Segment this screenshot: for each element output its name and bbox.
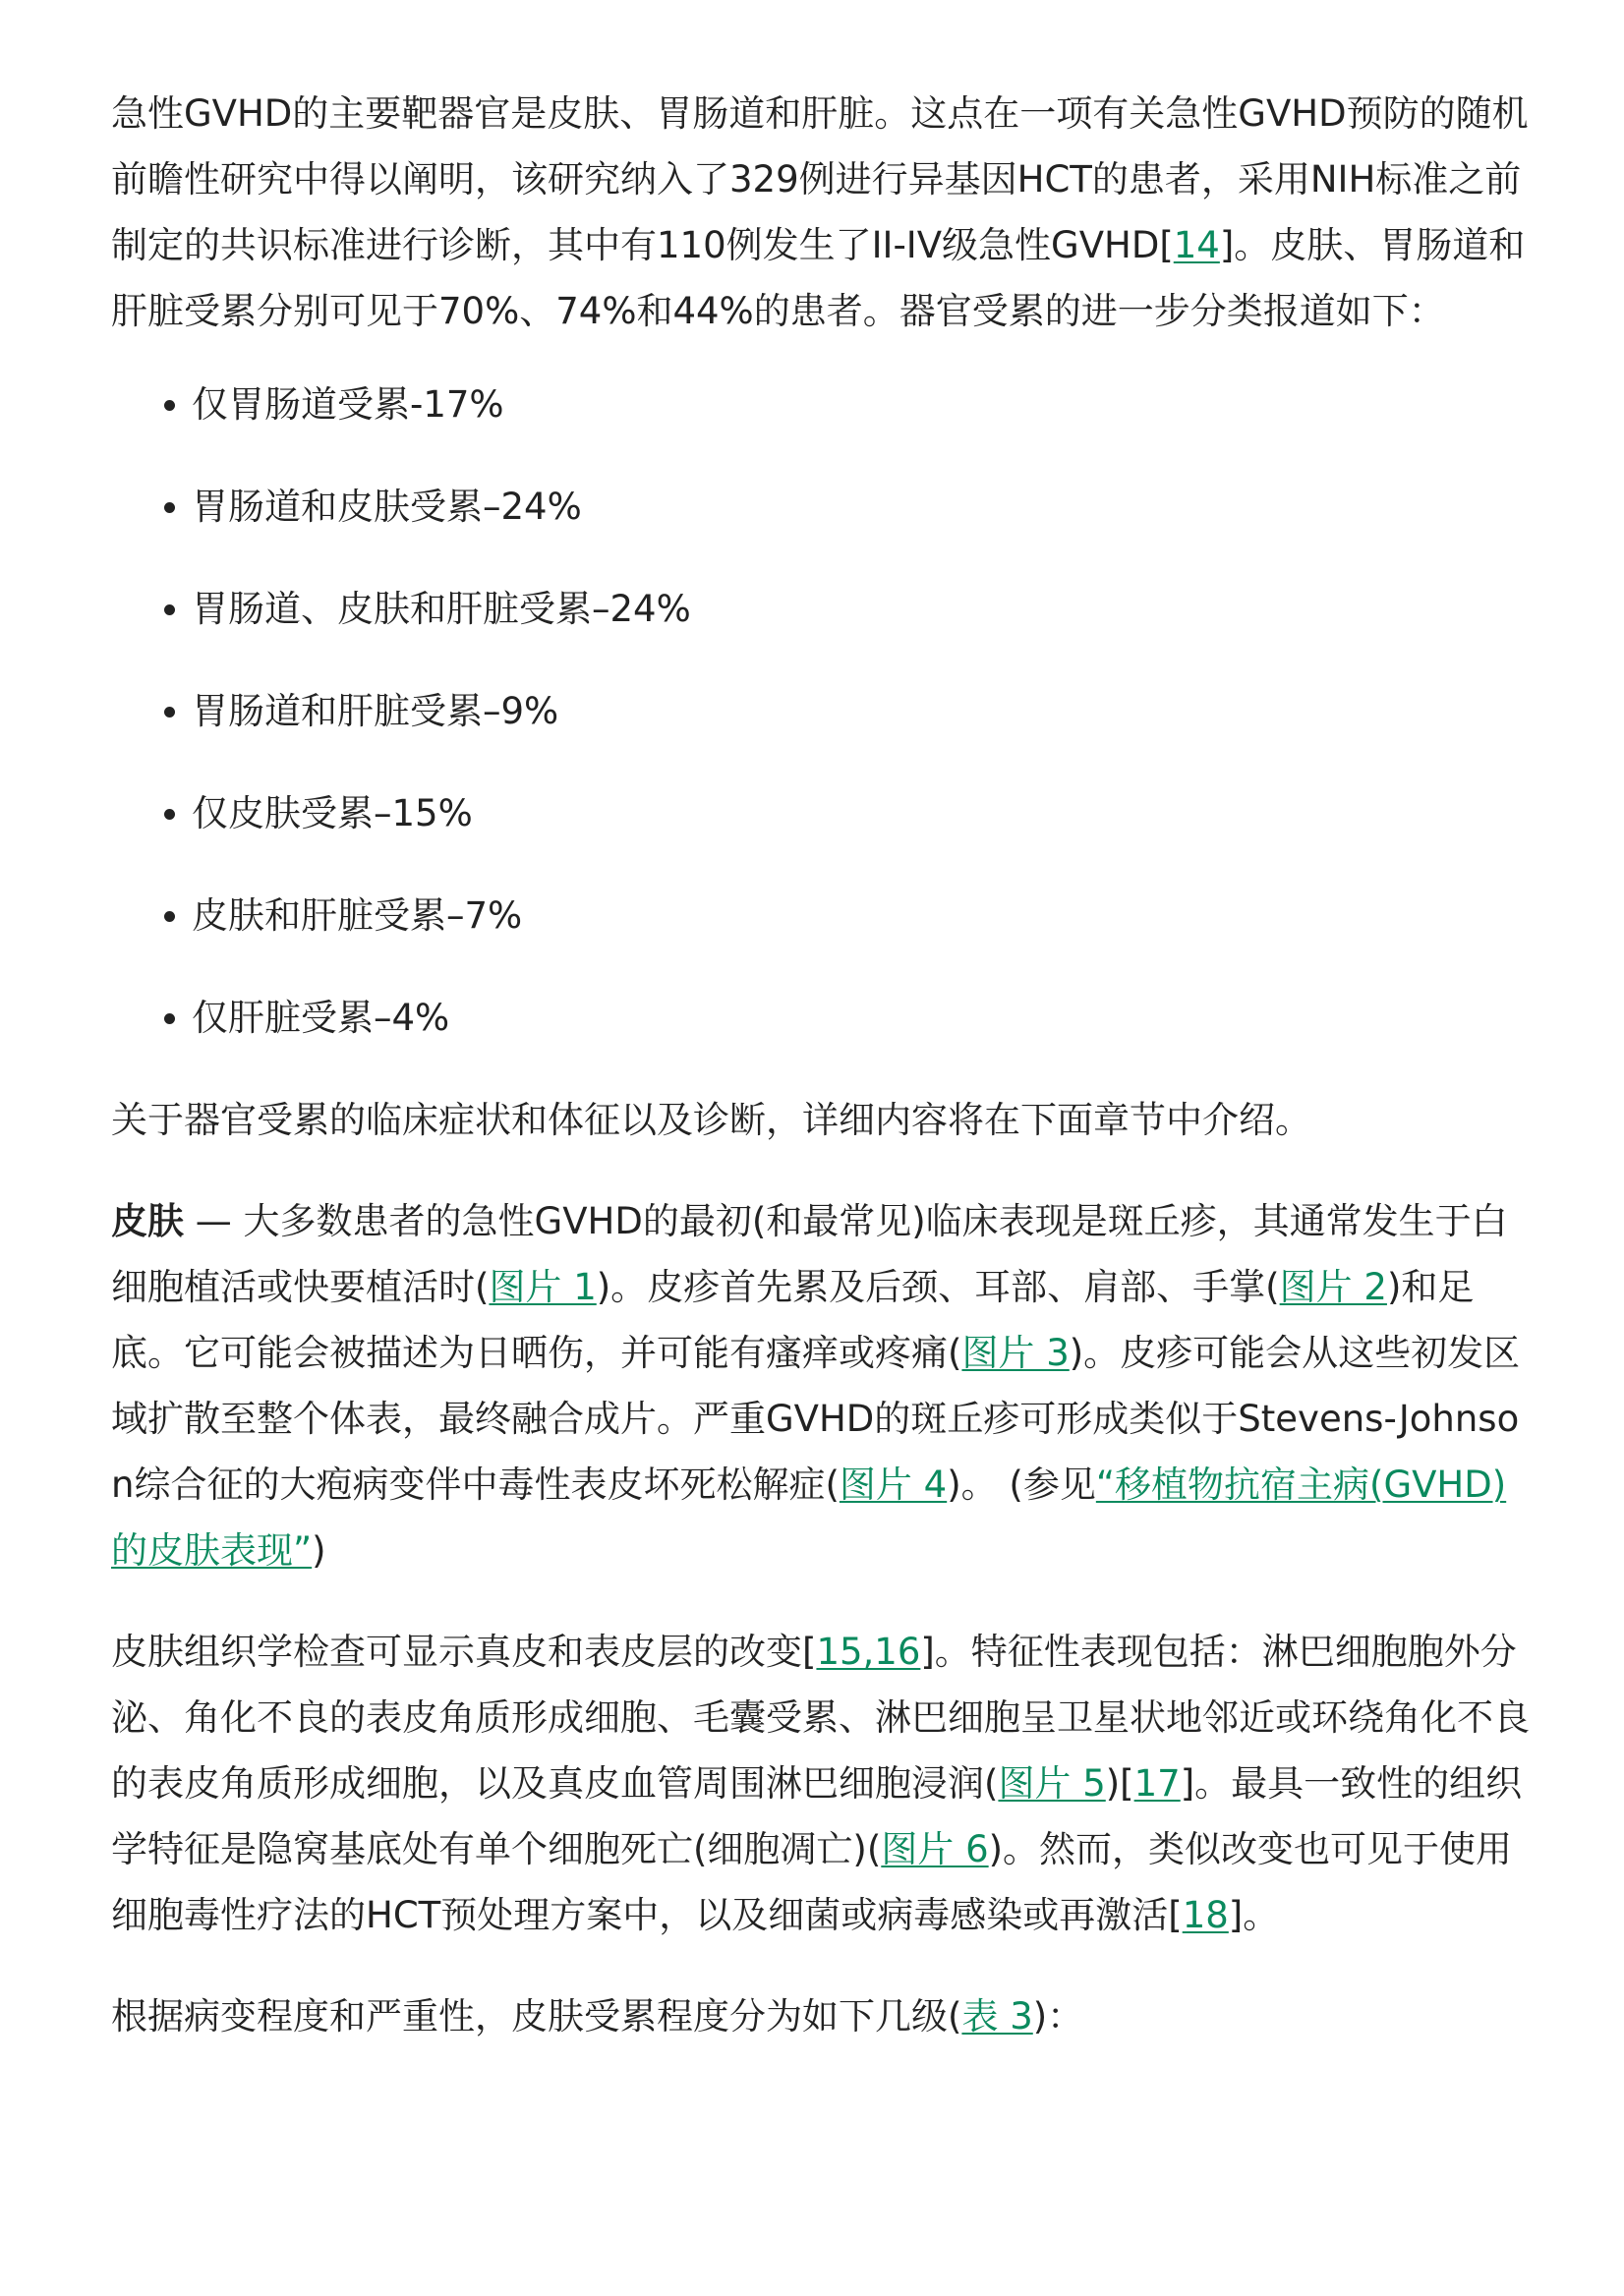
intro-text-2: ]。皮肤、胃肠道和肝脏受累分别可见于70%、74%和44%的患者。器官受累的进一步分类报道如下： — [111, 224, 1526, 332]
bullet-icon — [164, 400, 175, 411]
skin-text-4: )。皮疹可能会从这些初发区域扩散至整个体表，最终融合成片。严重GVHD的斑丘疹可形成类似于Stevens-Johnson综合征的大疱病变伴中毒性表皮坏死松解症( — [111, 1332, 1521, 1506]
histology-text-4: ]。最具一致性的组织学特征是隐窝基底处有单个细胞死亡(细胞凋亡)( — [111, 1762, 1523, 1870]
figure-link-4[interactable]: 图片 4 — [839, 1464, 948, 1506]
organ-involvement-list — [111, 372, 1536, 1051]
list-item — [152, 372, 1536, 437]
table-link-3[interactable]: 表 3 — [961, 1995, 1033, 2038]
list-item — [152, 474, 1536, 540]
skin-text-1: — 大多数患者的急性GVHD的最初(和最常见)临床表现是斑丘疹，其通常发生于白细胞植活或快要植活时( — [111, 1200, 1508, 1308]
bullet-icon — [164, 911, 175, 922]
topic-link-gvhd-skin[interactable]: “移植物抗宿主病(GVHD)的皮肤表现” — [111, 1464, 1507, 1572]
grading-text-2: )： — [1032, 1995, 1084, 2038]
list-item — [152, 985, 1536, 1051]
list-item — [152, 678, 1536, 744]
bullet-icon — [164, 502, 175, 513]
list-item-text: 皮肤和肝脏受累–7% — [192, 894, 523, 937]
figure-link-6[interactable]: 图片 6 — [881, 1828, 989, 1870]
intro-text-1: 急性GVHD的主要靶器官是皮肤、胃肠道和肝脏。这点在一项有关急性GVHD预防的随机前瞻性研究中得以阐明，该研究纳入了329例进行异基因HCT的患者，采用NIH标准之前制定的共识标准进行诊断，其中有110例发生了II-IV级急性GVHD[ — [111, 92, 1529, 266]
paragraph-intro — [111, 81, 1536, 344]
grading-text-1: 根据病变程度和严重性，皮肤受累程度分为如下几级( — [111, 1995, 962, 2038]
paragraph-clinical: 关于器官受累的临床症状和体征以及诊断，详细内容将在下面章节中介绍。 — [111, 1099, 1311, 1141]
histology-text-1: 皮肤组织学检查可显示真皮和表皮层的改变[ — [111, 1631, 817, 1673]
histology-text-6: ]。 — [1228, 1894, 1280, 1936]
list-item-text: 胃肠道、皮肤和肝脏受累–24% — [192, 588, 691, 630]
section-lead-skin: 皮肤 — [111, 1200, 184, 1242]
bullet-icon — [164, 707, 175, 718]
figure-link-2[interactable]: 图片 2 — [1279, 1266, 1387, 1308]
bullet-icon — [164, 809, 175, 820]
reference-link-18[interactable]: 18 — [1182, 1894, 1229, 1936]
list-item-text: 胃肠道和肝脏受累–9% — [192, 690, 559, 732]
list-item — [152, 576, 1536, 642]
paragraph-skin — [111, 1188, 1536, 1583]
skin-text-2: )。皮疹首先累及后颈、耳部、肩部、手掌( — [596, 1266, 1280, 1308]
skin-text-5: )。 (参见 — [947, 1464, 1096, 1506]
histology-text-3: )[ — [1105, 1762, 1134, 1805]
skin-text-6: ) — [312, 1529, 326, 1572]
list-item-text: 胃肠道和皮肤受累–24% — [192, 486, 582, 528]
figure-link-5[interactable]: 图片 5 — [998, 1762, 1106, 1805]
list-item-text: 仅胃肠道受累-17% — [192, 383, 504, 426]
bullet-icon — [164, 604, 175, 615]
reference-link-17[interactable]: 17 — [1133, 1762, 1181, 1805]
skin-text-3: )和足底。它可能会被描述为日晒伤，并可能有瘙痒或疼痛( — [111, 1266, 1475, 1374]
histology-text-5: )。然而，类似改变也可见于使用细胞毒性疗法的HCT预处理方案中，以及细菌或病毒感染或再激活[ — [111, 1828, 1513, 1936]
figure-link-1[interactable]: 图片 1 — [489, 1266, 597, 1308]
paragraph-histology — [111, 1619, 1536, 1948]
list-item-text: 仅肝脏受累–4% — [192, 997, 450, 1039]
figure-link-3[interactable]: 图片 3 — [961, 1332, 1070, 1374]
paragraph-grading — [111, 1983, 1536, 2049]
list-item — [152, 883, 1536, 948]
reference-link-15-16[interactable]: 15,16 — [816, 1631, 921, 1673]
histology-text-2: ]。特征性表现包括：淋巴细胞胞外分泌、角化不良的表皮角质形成细胞、毛囊受累、淋巴细胞呈卫星状地邻近或环绕角化不良的表皮角质形成细胞，以及真皮血管周围淋巴细胞浸润( — [111, 1631, 1530, 1805]
bullet-icon — [164, 1013, 175, 1024]
list-item — [152, 780, 1536, 846]
list-item-text: 仅皮肤受累–15% — [192, 792, 473, 834]
reference-link-14[interactable]: 14 — [1173, 224, 1220, 266]
